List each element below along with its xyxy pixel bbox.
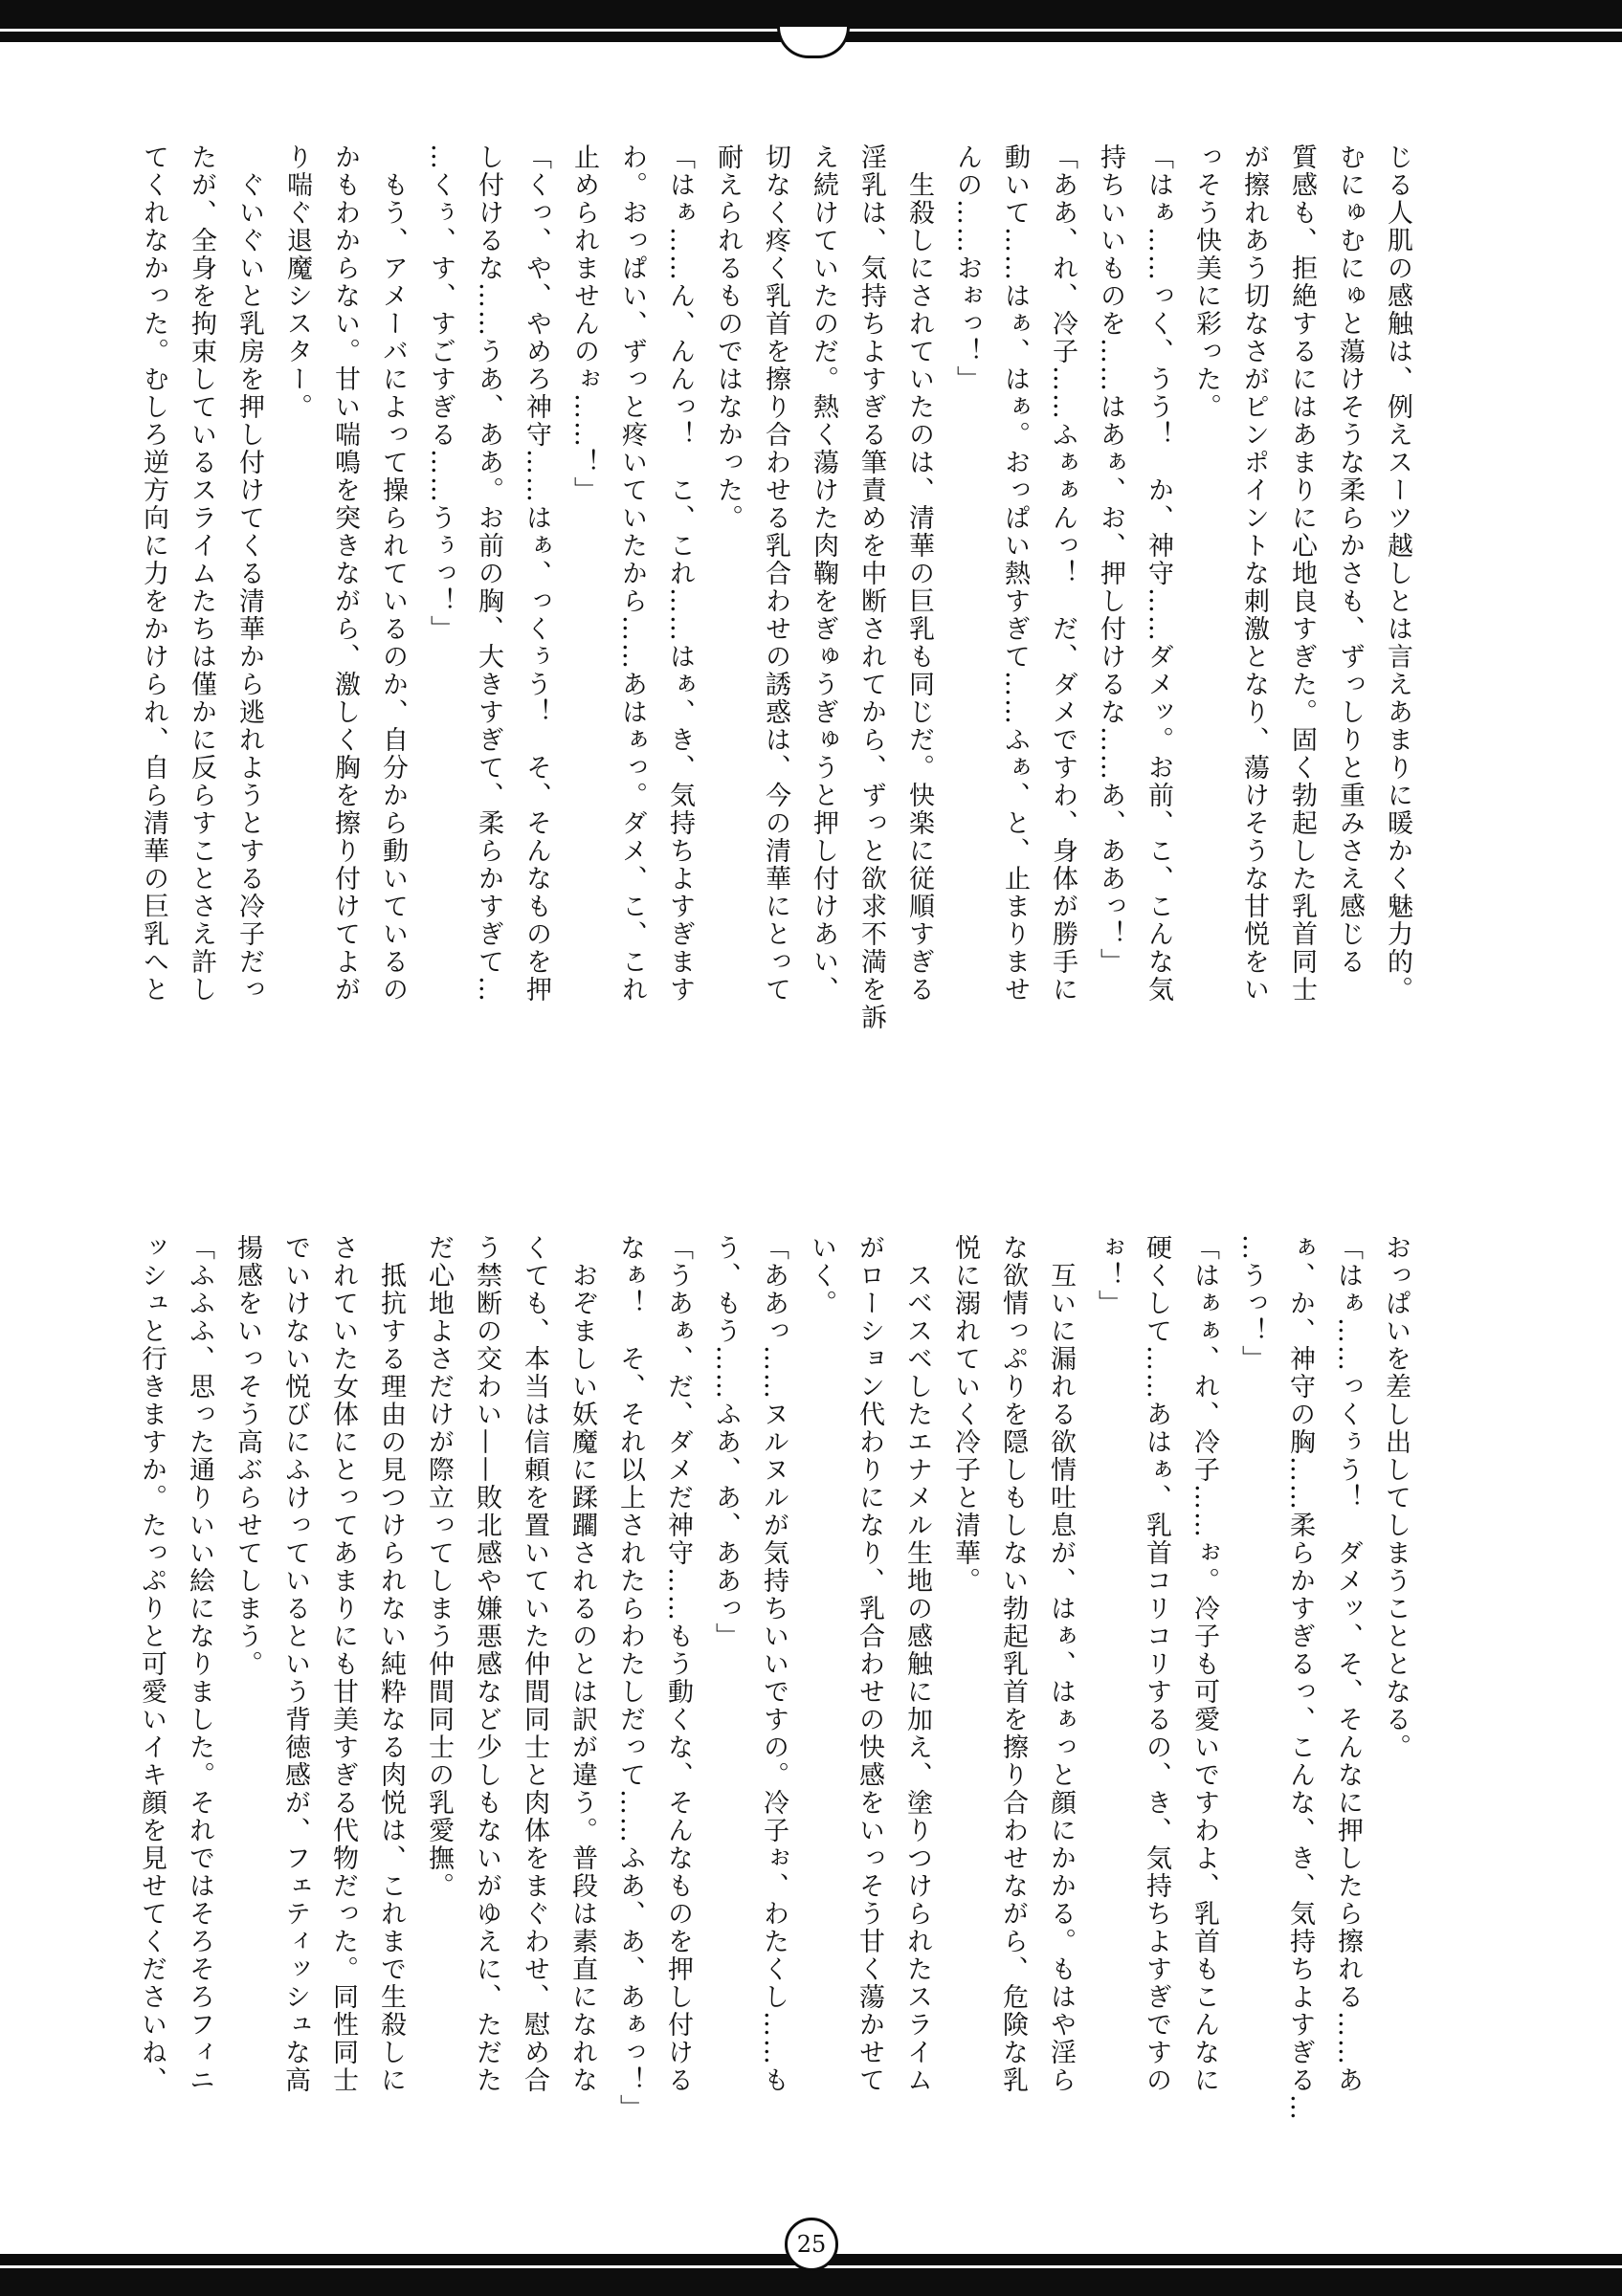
text-line: でいけない悦びにふけっているという背徳感が、フェティッシュな高: [280, 1234, 310, 2094]
text-line: 「ああ、れ、冷子……ふぁぁんっ！ だ、ダメですわ、身体が勝手に: [1048, 144, 1078, 1004]
text-line: おっぱいを差し出してしまうこととなる。: [1381, 1234, 1411, 1761]
text-line: もう、アメーバによって操られているのか、自分から動いているの: [378, 144, 408, 1004]
text-line: 悦に溺れていく冷子と清華。: [950, 1234, 980, 1595]
text-line: 質感も、拒絶するにはあまりに心地良すぎた。固く勃起した乳首同士: [1287, 144, 1317, 1004]
text-line: 「はぁ……っくぅう！ ダメッ、そ、そんなに押したら擦れる……あ: [1333, 1234, 1363, 2094]
text-line: くても、本当は信頼を置いていた仲間同士と肉体をまぐわせ、慰め合: [520, 1234, 549, 2094]
bottom-text-block: [137, 1234, 1419, 2143]
text-line: 「ふふふ、思った通りいい絵になりました。それではそろそろフィニ: [185, 1234, 214, 2094]
text-line: ぉ！」: [1094, 1234, 1123, 1317]
text-line: 耐えられるものではなかった。: [713, 144, 743, 532]
text-line: 「うあぁ、だ、ダメだ神守……もう動くな、そんなものを押し付ける: [663, 1234, 693, 2094]
text-line: てくれなかった。むしろ逆方向に力をかけられ、自ら清華の巨乳へと: [139, 144, 168, 1004]
text-line: いく。: [807, 1234, 836, 1317]
page-number: 25: [785, 2218, 838, 2271]
text-line: ぐいぐいと乳房を押し付けてくる清華から逃れようとする冷子だっ: [234, 144, 264, 1004]
text-line: し付けるな……うあ、ああ。お前の胸、大きすぎて、柔らかすぎて…: [474, 144, 503, 1004]
text-line: むにゅむにゅと蕩けそうな柔らかさも、ずっしりと重みさえ感じる: [1335, 144, 1365, 976]
text-line: 揚感をいっそう高ぶらせてしまう。: [233, 1234, 262, 1678]
text-line: 持ちいいものを……はあぁ、お、押し付けるな……あ、ああっ！」: [1096, 144, 1125, 976]
text-line: だ心地よさだけが際立ってしまう仲間同士の乳愛撫。: [424, 1234, 454, 1900]
top-center-ornament: [777, 27, 850, 58]
text-line: 互いに漏れる欲情吐息が、はぁ、はぁっと顔にかかる。もはや淫ら: [1046, 1234, 1076, 2094]
text-line: う禁断の交わい——敗北感や嫌悪感など少しもないがゆえに、ただた: [472, 1234, 501, 2094]
text-line: たが、全身を拘束しているスライムたちは僅かに反らすことさえ許し: [187, 144, 216, 1004]
text-line: 切なく疼く乳首を擦り合わせる乳合わせの誘惑は、今の清華にとって: [761, 144, 790, 1004]
text-line: 止められませんのぉ……！」: [569, 144, 599, 504]
top-text-block: [139, 144, 1421, 1033]
text-line: おぞましい妖魔に蹂躙されるのとは訳が違う。普段は素直になれな: [567, 1234, 597, 2094]
text-line: 淫乳は、気持ちよすぎる筆責めを中断されてから、ずっと欲求不満を訴: [856, 144, 886, 1031]
text-line: 生殺しにされていたのは、清華の巨乳も同じだ。快楽に従順すぎる: [904, 144, 934, 1004]
text-line: がローション代わりになり、乳合わせの快感をいっそう甘く蕩かせて: [855, 1234, 884, 2094]
text-line: わ。おっぱい、ずっと疼いていたから……あはぁっ。ダメ、こ、これ: [617, 144, 647, 1004]
text-line: え続けていたのだ。熱く蕩けた肉鞠をぎゅうぎゅうと押し付けあい、: [809, 144, 838, 1004]
text-line: んの……おぉっ！」: [952, 144, 982, 393]
text-line: 抵抗する理由の見つけられない純粋なる肉悦は、これまで生殺しに: [376, 1234, 406, 2094]
text-line: 「はぁ……っく、うう！ か、神守……ダメッ。お前、こ、こんな気: [1144, 144, 1173, 1004]
text-line: 「くっ、や、やめろ神守……はぁ、っくぅう！ そ、そんなものを押: [522, 144, 551, 1004]
text-line: 「はぁ……ん、んんっ！ こ、これ……はぁ、き、気持ちよすぎます: [665, 144, 695, 1004]
text-line: り喘ぐ退魔シスター。: [282, 144, 312, 421]
text-line: っそう快美に彩った。: [1191, 144, 1221, 421]
text-line: …くぅ、す、すごすぎる……うぅっ！」: [426, 144, 455, 643]
text-line: スベスベしたエナメル生地の感触に加え、塗りつけられたスライム: [902, 1234, 932, 2094]
text-line: じる人肌の感触は、例えスーツ越しとは言えあまりに暖かく魅力的。: [1383, 144, 1412, 1004]
text-line: されていた女体にとってあまりにも甘美すぎる代物だった。同性同士: [328, 1234, 358, 2094]
text-line: が擦れあう切なさがピンポイントな刺激となり、蕩けそうな甘悦をい: [1239, 144, 1269, 1004]
text-line: ぁ、か、神守の胸……柔らかすぎるっ、こんな、き、気持ちよすぎる…: [1285, 1234, 1315, 2122]
text-line: ッシュと行きますか。たっぷりと可愛いイキ顔を見せてくださいね、: [137, 1234, 167, 2094]
text-line: 動いて……はぁ、はぁ。おっぱい熱すぎて……ふぁ、と、止まりませ: [1000, 144, 1030, 1004]
text-line: 硬くして……あはぁ、乳首コリコリするの、き、気持ちよすぎですの: [1142, 1234, 1171, 2094]
text-line: 「はぁぁ、れ、冷子……ぉ。冷子も可愛いですわよ、乳首もこんなに: [1189, 1234, 1219, 2094]
text-line: 「ああっ……ヌルヌルが気持ちいいですの。冷子ぉ、わたくし……も: [759, 1234, 789, 2094]
text-line: な欲情っぷりを隠しもしない勃起乳首を擦り合わせながら、危険な乳: [998, 1234, 1028, 2094]
text-line: う、もう……ふあ、あ、ああっ」: [711, 1234, 741, 1650]
text-line: なぁ！ そ、それ以上されたらわたしだって……ふあ、あ、あぁっ！」: [615, 1234, 645, 2122]
text-line: かもわからない。甘い喘鳴を突きながら、激しく胸を擦り付けてよが: [330, 144, 360, 1004]
text-line: …うっ！」: [1237, 1234, 1267, 1373]
